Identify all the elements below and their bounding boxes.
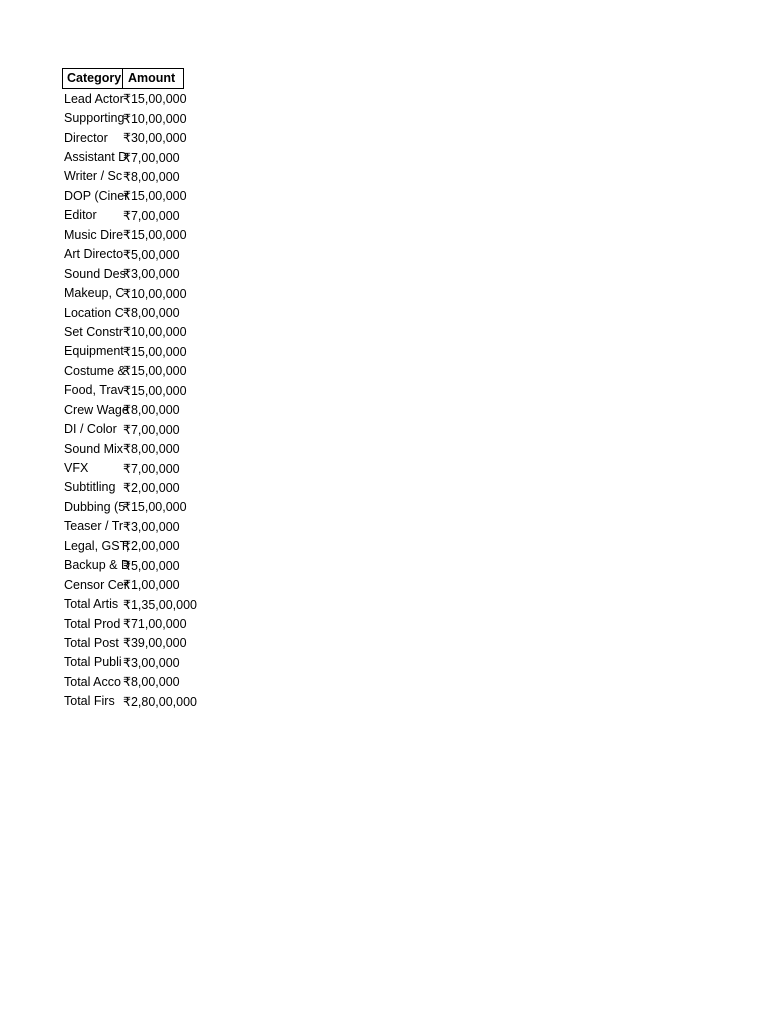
category-cell: Total Acco <box>64 674 121 689</box>
amount-cell: ₹15,00,000 <box>123 500 187 515</box>
amount-cell: ₹3,00,000 <box>123 519 180 534</box>
amount-cell: ₹1,35,00,000 <box>123 597 197 612</box>
table-row <box>62 672 262 691</box>
amount-cell: ₹71,00,000 <box>123 617 187 632</box>
category-cell: Sound Mix <box>64 441 124 456</box>
category-cell: Legal, GST, <box>64 538 130 553</box>
category-cell: Total Artis <box>64 597 119 612</box>
amount-cell: ₹10,00,000 <box>123 286 187 301</box>
category-cell: Supporting <box>64 111 125 126</box>
category-cell: Equipment <box>64 344 124 359</box>
amount-cell: ₹39,00,000 <box>123 636 187 651</box>
table-row <box>62 497 262 516</box>
table-row <box>62 575 262 594</box>
table-row <box>62 653 262 672</box>
category-cell: Total Post <box>64 635 119 650</box>
table-row <box>62 419 262 438</box>
table-row <box>62 342 262 361</box>
amount-cell: ₹10,00,000 <box>123 111 187 126</box>
category-cell: Teaser / Tr <box>64 519 124 534</box>
table-row <box>62 322 262 341</box>
amount-cell: ₹7,00,000 <box>123 461 180 476</box>
category-cell: Total Firs <box>64 694 115 709</box>
table-row <box>62 633 262 652</box>
amount-cell: ₹2,80,00,000 <box>123 694 197 709</box>
amount-cell: ₹15,00,000 <box>123 92 187 107</box>
amount-cell: ₹15,00,000 <box>123 364 187 379</box>
table-row <box>62 381 262 400</box>
table-row <box>62 478 262 497</box>
category-cell: Subtitling <box>64 480 116 495</box>
amount-cell: ₹3,00,000 <box>123 655 180 670</box>
amount-cell: ₹8,00,000 <box>123 442 180 457</box>
amount-cell: ₹8,00,000 <box>123 675 180 690</box>
amount-cell: ₹15,00,000 <box>123 383 187 398</box>
amount-cell: ₹2,00,000 <box>123 480 180 495</box>
header-amount: Amount <box>123 68 184 89</box>
table-row <box>62 167 262 186</box>
category-cell: Location C <box>64 305 124 320</box>
table-row <box>62 692 262 711</box>
category-cell: Lead Actor <box>64 91 124 106</box>
amount-cell: ₹15,00,000 <box>123 228 187 243</box>
category-cell: Writer / Sc <box>64 169 123 184</box>
table-row <box>62 361 262 380</box>
table-row <box>62 556 262 575</box>
amount-cell: ₹8,00,000 <box>123 306 180 321</box>
amount-cell: ₹8,00,000 <box>123 169 180 184</box>
category-cell: Dubbing (5 <box>64 499 126 514</box>
category-cell: Total Publi <box>64 655 122 670</box>
table-row <box>62 128 262 147</box>
table-row <box>62 517 262 536</box>
amount-cell: ₹7,00,000 <box>123 422 180 437</box>
category-cell: Music Dire <box>64 227 124 242</box>
category-cell: Set Constr <box>64 324 124 339</box>
table-row <box>62 458 262 477</box>
amount-cell: ₹5,00,000 <box>123 247 180 262</box>
amount-cell: ₹15,00,000 <box>123 344 187 359</box>
amount-cell: ₹10,00,000 <box>123 325 187 340</box>
table-row <box>62 400 262 419</box>
category-cell: Censor Cer <box>64 577 128 592</box>
amount-cell: ₹1,00,000 <box>123 578 180 593</box>
table-body <box>62 89 262 711</box>
amount-cell: ₹3,00,000 <box>123 267 180 282</box>
table-row <box>62 245 262 264</box>
table-row <box>62 225 262 244</box>
table-row <box>62 147 262 166</box>
amount-cell: ₹7,00,000 <box>123 150 180 165</box>
category-cell: Crew Wage <box>64 402 129 417</box>
amount-cell: ₹15,00,000 <box>123 189 187 204</box>
category-cell: Food, Trav <box>64 383 124 398</box>
category-cell: Editor <box>64 208 97 223</box>
table-row <box>62 283 262 302</box>
category-cell: DOP (Ciner <box>64 188 129 203</box>
table-row <box>62 439 262 458</box>
category-cell: Director <box>64 130 108 145</box>
header-category: Category <box>62 68 123 89</box>
amount-cell: ₹30,00,000 <box>123 131 187 146</box>
category-cell: VFX <box>64 461 89 476</box>
category-cell: Makeup, C <box>64 286 125 301</box>
table-row <box>62 206 262 225</box>
header-row <box>62 68 262 89</box>
amount-cell: ₹7,00,000 <box>123 208 180 223</box>
table-row <box>62 264 262 283</box>
amount-cell: ₹2,00,000 <box>123 539 180 554</box>
table-row <box>62 303 262 322</box>
table-row <box>62 108 262 127</box>
table-row <box>62 186 262 205</box>
category-cell: Total Prod <box>64 616 121 631</box>
table-row <box>62 536 262 555</box>
table-row <box>62 614 262 633</box>
spreadsheet-table <box>62 68 262 711</box>
category-cell: Backup & D <box>64 558 131 573</box>
amount-cell: ₹5,00,000 <box>123 558 180 573</box>
category-cell: DI / Color <box>64 422 117 437</box>
table-row <box>62 89 262 108</box>
table-row <box>62 594 262 613</box>
category-cell: Assistant D <box>64 150 128 165</box>
category-cell: Sound Des <box>64 266 126 281</box>
category-cell: Costume & <box>64 363 126 378</box>
amount-cell: ₹8,00,000 <box>123 403 180 418</box>
category-cell: Art Directo <box>64 247 124 262</box>
